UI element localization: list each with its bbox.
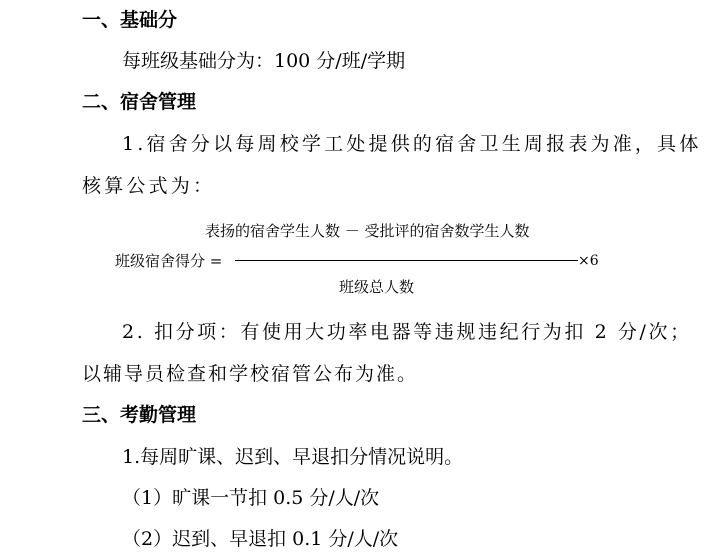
dorm-paragraph-2-line-1: 2. 扣分项：有使用大功率电器等违规违纪行为扣 2 分/次； — [122, 321, 692, 343]
formula-multiplier: ×6 — [578, 253, 599, 269]
attendance-item-1: （1）旷课一节扣 0.5 分/人/次 — [122, 487, 380, 509]
dorm-paragraph-2-line-2: 以辅导员检查和学校宿管公布为准。 — [82, 363, 419, 385]
attendance-item-2: （2）迟到、早退扣 0.1 分/人/次 — [122, 528, 399, 550]
formula-denominator: 班级总人数 — [339, 278, 415, 296]
basic-score-text: 每班级基础分为：100 分/班/学期 — [122, 50, 406, 72]
formula-fraction-bar — [235, 260, 578, 261]
section-heading-basic: 一、基础分 — [82, 9, 178, 31]
section-heading-dorm: 二、宿舍管理 — [82, 91, 197, 113]
section-heading-attendance: 三、考勤管理 — [82, 404, 197, 426]
formula-lhs: 班级宿舍得分 = — [115, 252, 223, 270]
formula-numerator: 表扬的宿舍学生人数 － 受批评的宿舍数学生人数 — [205, 222, 530, 240]
dorm-paragraph-1-line-1: 1.宿舍分以每周校学工处提供的宿舍卫生周报表为准，具体 — [122, 133, 702, 155]
dorm-paragraph-1-line-2: 核算公式为： — [82, 175, 216, 197]
attendance-paragraph-1: 1.每周旷课、迟到、早退扣分情况说明。 — [122, 446, 464, 468]
